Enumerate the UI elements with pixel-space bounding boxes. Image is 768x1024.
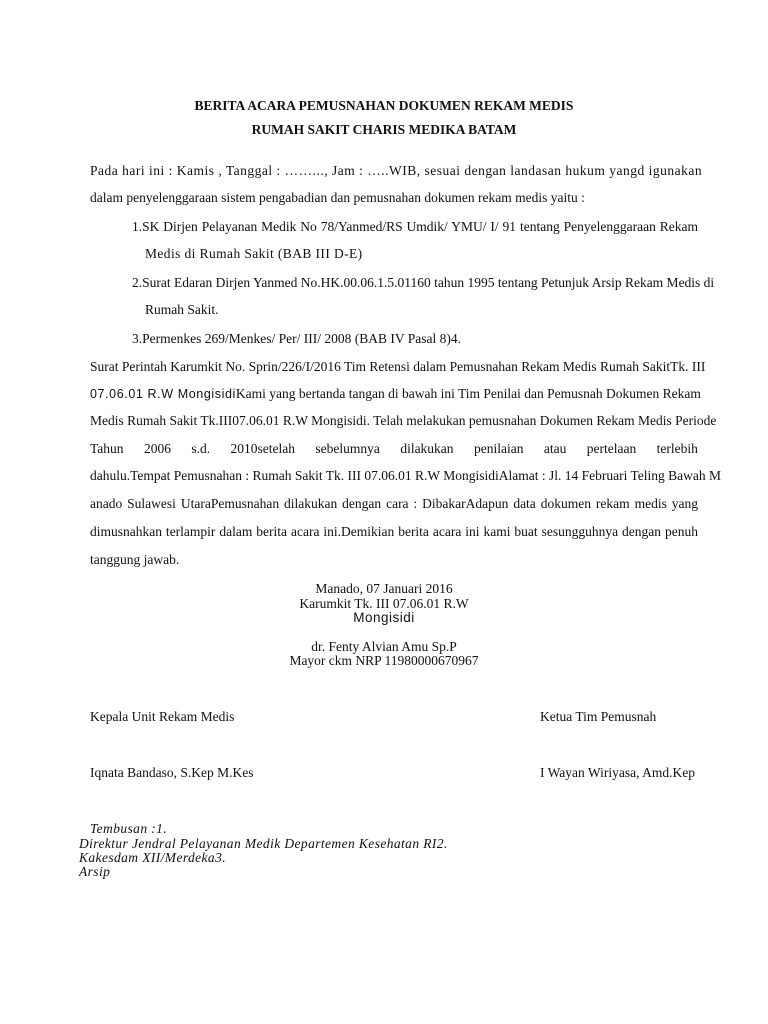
body-line-6: anado Sulawesi UtaraPemusnahan dilakukan dengan cara : DibakarAdapun data dokumen rekam medis yang <box>90 496 698 511</box>
body-line-2 <box>90 386 701 402</box>
legal-item-1-line-2: Medis di Rumah Sakit (BAB III D-E) <box>145 246 363 261</box>
hospital-name: RUMAH SAKIT CHARIS MEDIKA BATAM <box>251 122 517 137</box>
body-line-7: dimusnahkan terlampir dalam berita acara ini.Demikian berita acara ini kami buat sesungguhnya dengan penuh <box>90 524 698 539</box>
document-title: BERITA ACARA PEMUSNAHAN DOKUMEN REKAM MEDIS <box>194 98 574 113</box>
legal-item-3-line-1: 3.Permenkes 269/Menkes/ Per/ III/ 2008 (BAB IV Pasal 8)4. <box>132 331 461 346</box>
body-word: penilaian <box>473 441 524 456</box>
body-word: s.d. <box>191 441 211 456</box>
tembusan-line-1: Direktur Jendral Pelayanan Medik Departemen Kesehatan RI2. <box>79 836 448 851</box>
body-word: 2010setelah <box>230 441 296 456</box>
right-signatory-name: I Wayan Wiriyasa, Amd.Kep <box>540 765 695 780</box>
legal-item-1-line-1: 1.SK Dirjen Pelayanan Medik No 78/Yanmed/RS Umdik/ YMU/ I/ 91 tentang Penyelenggaraan Rekam <box>132 219 698 234</box>
intro-line-1: Pada hari ini : Kamis , Tanggal : ……..., Jam : …..WIB, sesuai dengan landasan hukum yangd igunakan <box>90 163 703 178</box>
signer-position-line-2: Mongisidi <box>353 610 415 625</box>
body-line-4 <box>90 441 698 457</box>
left-signatory-name: Iqnata Bandaso, S.Kep M.Kes <box>90 765 254 780</box>
body-line-3: Medis Rumah Sakit Tk.III07.06.01 R.W Mongisidi. Telah melakukan pemusnahan Dokumen Rekam Medis Periode <box>90 413 717 428</box>
body-word: 2006 <box>143 441 171 456</box>
body-word: atau <box>543 441 567 456</box>
tembusan-line-3: Arsip <box>79 864 111 879</box>
body-line-2-location: 07.06.01 R.W Mongisidi <box>90 387 236 401</box>
body-word: terlebih <box>656 441 698 456</box>
legal-item-2-line-2: Rumah Sakit. <box>145 302 219 317</box>
body-line-1: Surat Perintah Karumkit No. Sprin/226/I/2016 Tim Retensi dalam Pemusnahan Rekam Medis Rumah SakitTk. III <box>90 359 706 374</box>
place-date: Manado, 07 Januari 2016 <box>315 581 453 596</box>
tembusan-line-2: Kakesdam XII/Merdeka3. <box>79 850 227 865</box>
signer-name: dr. Fenty Alvian Amu Sp.P <box>311 639 457 654</box>
body-line-8: tanggung jawab. <box>90 552 180 567</box>
signer-position-line-1: Karumkit Tk. III 07.06.01 R.W <box>299 596 469 611</box>
body-line-5: dahulu.Tempat Pemusnahan : Rumah Sakit Tk. III 07.06.01 R.W MongisidiAlamat : Jl. 14 Februari Teling Bawah M <box>90 468 722 483</box>
body-line-2-text: Kami yang bertanda tangan di bawah ini Tim Penilai dan Pemusnah Dokumen Rekam <box>235 386 701 401</box>
intro-line-2: dalam penyelenggaraan sistem pengabadian dan pemusnahan dokumen rekam medis yaitu : <box>90 190 585 205</box>
body-word: pertelaan <box>586 441 637 456</box>
body-word: dilakukan <box>400 441 454 456</box>
tembusan-heading: Tembusan :1. <box>90 821 168 836</box>
signer-rank-nrp: Mayor ckm NRP 11980000670967 <box>289 653 479 668</box>
legal-item-2-line-1: 2.Surat Edaran Dirjen Yanmed No.HK.00.06.1.5.01160 tahun 1995 tentang Petunjuk Arsip Rekam Medis di <box>132 275 715 290</box>
body-word: sebelumnya <box>315 441 380 456</box>
body-word: Tahun <box>90 441 124 456</box>
left-signatory-title: Kepala Unit Rekam Medis <box>90 709 235 724</box>
right-signatory-title: Ketua Tim Pemusnah <box>540 709 657 724</box>
